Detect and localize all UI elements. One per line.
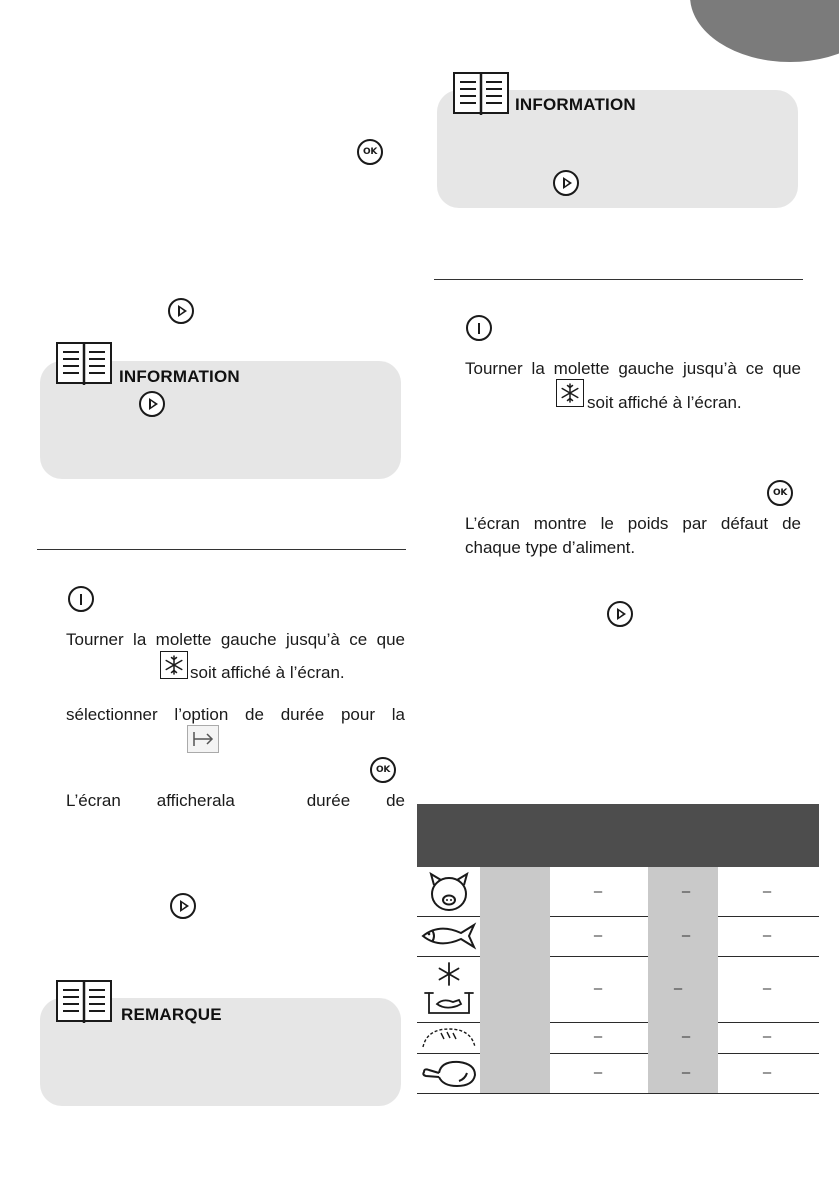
book-icon — [56, 980, 112, 1024]
step-text: soit affiché à l’écran. — [587, 393, 742, 412]
table-row: – – – — [417, 916, 819, 957]
frozen-tray-icon — [419, 960, 479, 1020]
table-header — [417, 804, 819, 867]
step-text: Tourner la molette gauche jusqu’à ce que — [66, 630, 405, 649]
ok-button-icon: OK — [357, 139, 383, 165]
section-divider — [434, 279, 803, 280]
ok-button-icon: OK — [767, 480, 793, 506]
play-button-icon — [139, 391, 165, 417]
table-row: – – – — [417, 867, 819, 917]
play-button-icon — [553, 170, 579, 196]
section-divider — [37, 549, 406, 550]
table-row: – – – — [417, 1022, 819, 1054]
book-icon — [56, 342, 112, 386]
step-text: soit affiché à l’écran. — [190, 663, 345, 682]
table-row: – – – — [417, 956, 819, 1023]
page-corner-tab — [690, 0, 839, 62]
table-row: – – – — [417, 1053, 819, 1094]
snowflake-icon — [556, 379, 584, 407]
step-text: L’écran afficherala durée de — [66, 791, 405, 810]
power-button-icon — [68, 586, 94, 612]
play-button-icon — [607, 601, 633, 627]
duration-icon — [187, 725, 219, 753]
step-text: sélectionner l’option de durée pour la — [66, 705, 405, 724]
play-button-icon — [168, 298, 194, 324]
pig-icon — [419, 871, 479, 913]
step-text: Tourner la molette gauche jusqu’à ce que — [465, 359, 801, 378]
info-title: INFORMATION — [515, 95, 636, 114]
fish-icon — [419, 921, 479, 951]
snowflake-icon — [160, 651, 188, 679]
bread-icon — [419, 1025, 479, 1051]
power-button-icon — [466, 315, 492, 341]
play-button-icon — [170, 893, 196, 919]
chicken-icon — [419, 1057, 479, 1089]
step-text: L’écran montre le poids par défaut de chaque type d’aliment. — [465, 514, 801, 557]
book-icon — [453, 72, 509, 116]
info-title: INFORMATION — [119, 367, 240, 386]
ok-button-icon: OK — [370, 757, 396, 783]
remark-title: REMARQUE — [121, 1005, 222, 1024]
